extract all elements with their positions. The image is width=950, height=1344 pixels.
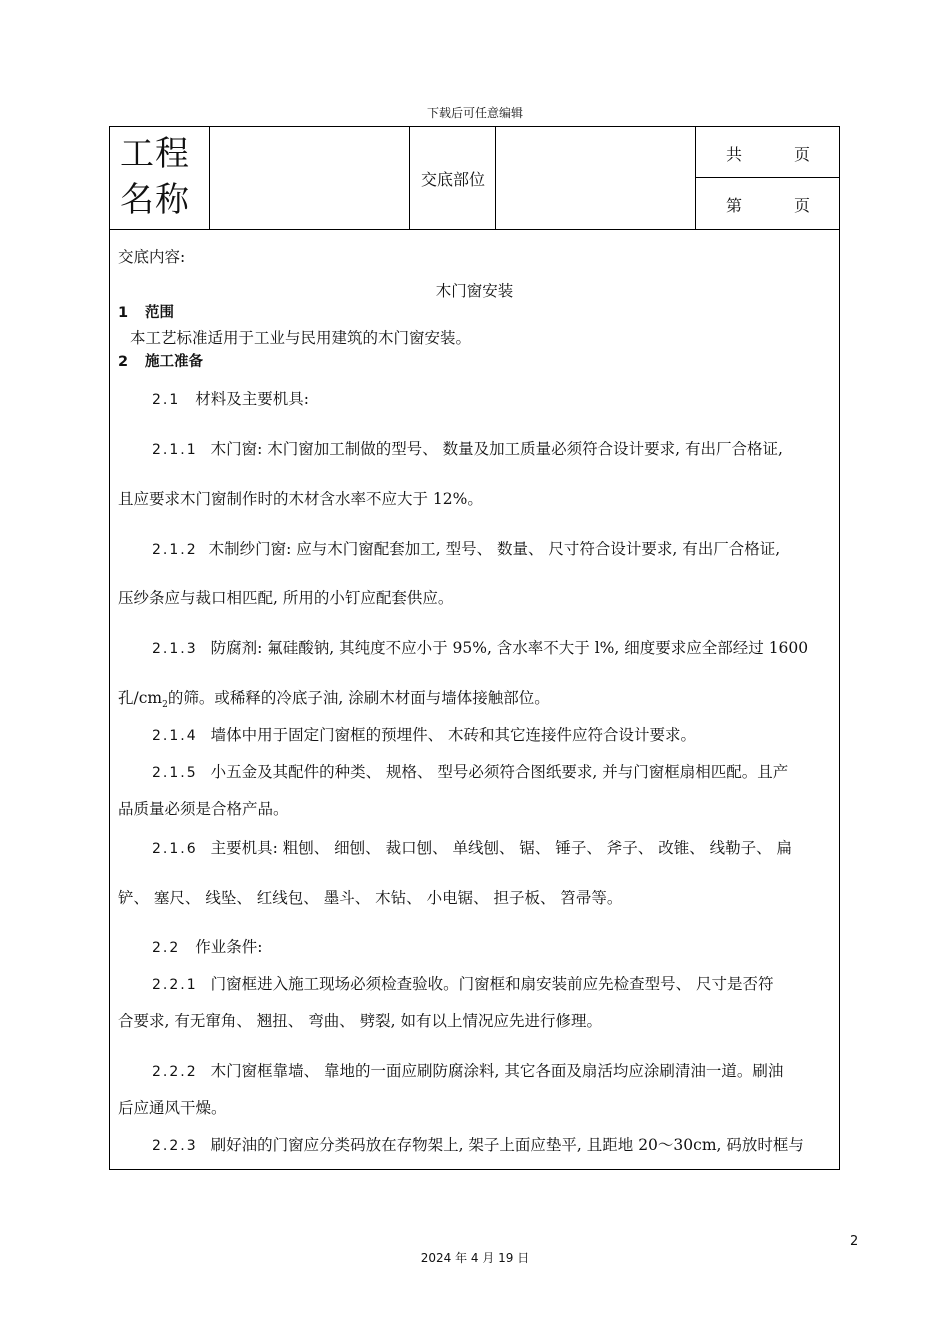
location-label: 交底部位 bbox=[420, 170, 485, 189]
total-pages-right: 页 bbox=[794, 145, 811, 164]
total-pages-row bbox=[696, 127, 840, 178]
section-2-1-1-number: 2.1.1 bbox=[152, 442, 198, 458]
footer-date: 2024 年 4 月 19 日 bbox=[420, 1251, 530, 1265]
section-2-1-3-unit: 孔/cm bbox=[118, 689, 163, 707]
header-note: 下载后可任意编辑 bbox=[426, 106, 523, 120]
form-header-row bbox=[110, 127, 839, 230]
section-2-1-1-line1 bbox=[152, 437, 783, 459]
section-2-heading bbox=[118, 350, 203, 371]
page-number: 2 bbox=[850, 1234, 859, 1249]
location-label-cell bbox=[410, 127, 496, 229]
section-2-2-number: 2.2 bbox=[152, 940, 181, 956]
section-2-title: 施工准备 bbox=[145, 354, 204, 370]
section-1-text: 本工艺标准适用于工业与民用建筑的木门窗安装。 bbox=[130, 329, 472, 347]
project-name-label-line1: 工程 bbox=[120, 134, 190, 174]
section-2-1-4-number: 2.1.4 bbox=[152, 728, 198, 744]
section-2-2-3-line1 bbox=[152, 1133, 804, 1155]
section-2-1-text: 材料及主要机具: bbox=[195, 390, 309, 408]
section-2-1-2-line1 bbox=[152, 537, 780, 559]
section-2-1-2-line2: 压纱条应与裁口相匹配, 所用的小钉应配套供应。 bbox=[118, 589, 454, 607]
page-number-row bbox=[696, 178, 840, 229]
document-title: 木门窗安装 bbox=[435, 282, 514, 300]
section-2-2 bbox=[152, 935, 262, 957]
project-name-label-cell bbox=[110, 127, 210, 229]
section-1-number: 1 bbox=[118, 305, 129, 321]
section-2-2-3-number: 2.2.3 bbox=[152, 1138, 198, 1154]
section-2-2-2-line1 bbox=[152, 1059, 783, 1081]
section-2-2-1-line1 bbox=[152, 972, 774, 994]
section-2-1-3-number: 2.1.3 bbox=[152, 641, 198, 657]
project-name-value-cell[interactable] bbox=[210, 127, 410, 229]
section-2-2-2-line2: 后应通风干燥。 bbox=[118, 1099, 227, 1117]
section-2-1-5-line2: 品质量必须是合格产品。 bbox=[118, 800, 289, 818]
section-1-title: 范围 bbox=[145, 305, 175, 321]
section-2-1-5-number: 2.1.5 bbox=[152, 765, 198, 781]
section-2-1 bbox=[152, 387, 309, 409]
section-2-2-2-text: 木门窗框靠墙、 靠地的一面应刷防腐涂料, 其它各面及扇活均应涂刷清油一道。刷油 bbox=[210, 1062, 784, 1080]
section-2-1-6-number: 2.1.6 bbox=[152, 841, 198, 857]
section-2-1-6-line2: 铲、 塞尺、 线坠、 红线包、 墨斗、 木钻、 小电锯、 担子板、 笤帚等。 bbox=[118, 889, 623, 907]
location-value-cell[interactable] bbox=[496, 127, 696, 229]
section-2-1-3-line1 bbox=[152, 636, 808, 658]
disclosure-form bbox=[109, 126, 840, 1170]
section-2-2-1-text: 门窗框进入施工现场必须检查验收。门窗框和扇安装前应先检查型号、 尺寸是否符 bbox=[210, 975, 774, 993]
page-no-left: 第 bbox=[726, 196, 743, 215]
project-name-label-line2: 名称 bbox=[120, 180, 190, 220]
section-2-2-3-text: 刷好油的门窗应分类码放在存物架上, 架子上面应垫平, 且距地 20～30cm, 码放时框与 bbox=[210, 1136, 804, 1154]
section-2-1-2-number: 2.1.2 bbox=[152, 542, 198, 558]
page-no-right: 页 bbox=[794, 196, 811, 215]
section-2-2-2-number: 2.2.2 bbox=[152, 1064, 198, 1080]
section-2-1-5-line1 bbox=[152, 760, 788, 782]
section-2-1-6-text: 主要机具: 粗刨、 细刨、 裁口刨、 单线刨、 锯、 锤子、 斧子、 改锥、 线勒子、 扁 bbox=[210, 839, 793, 857]
section-2-1-number: 2.1 bbox=[152, 392, 181, 408]
section-2-1-5-text: 小五金及其配件的种类、 规格、 型号必须符合图纸要求, 并与门窗框扇相匹配。且产 bbox=[210, 763, 789, 781]
section-2-2-1-line2: 合要求, 有无窜角、 翘扭、 弯曲、 劈裂, 如有以上情况应先进行修理。 bbox=[118, 1012, 602, 1030]
total-pages-left: 共 bbox=[726, 145, 743, 164]
section-2-1-2-text: 木制纱门窗: 应与木门窗配套加工, 型号、 数量、 尺寸符合设计要求, 有出厂合格证, bbox=[208, 540, 781, 558]
content-label: 交底内容: bbox=[118, 248, 186, 266]
section-2-1-6-line1 bbox=[152, 836, 792, 858]
section-2-1-1-text: 木门窗: 木门窗加工制做的型号、 数量及加工质量必须符合设计要求, 有出厂合格证, bbox=[210, 440, 783, 458]
section-2-1-4 bbox=[152, 723, 696, 745]
section-1-heading bbox=[118, 301, 174, 322]
section-2-1-1-line2: 且应要求木门窗制作时的木材含水率不应大于 12%。 bbox=[118, 490, 483, 508]
section-2-2-text: 作业条件: bbox=[195, 938, 263, 956]
section-2-number: 2 bbox=[118, 354, 129, 370]
section-2-1-3-text-2: 的筛。或稀释的冷底子油, 涂刷木材面与墙体接触部位。 bbox=[167, 689, 550, 707]
section-2-1-3-line2 bbox=[118, 686, 550, 710]
section-2-1-3-text: 防腐剂: 氟硅酸钠, 其纯度不应小于 95%, 含水率不大于 l%, 细度要求应全部经过 1600 bbox=[210, 639, 809, 657]
section-2-1-3-unit-sub: 2 bbox=[162, 700, 168, 711]
page-info-cell bbox=[696, 127, 840, 229]
section-2-1-4-text: 墙体中用于固定门窗框的预埋件、 木砖和其它连接件应符合设计要求。 bbox=[210, 726, 696, 744]
section-2-2-1-number: 2.2.1 bbox=[152, 977, 198, 993]
project-name-label bbox=[120, 131, 190, 223]
